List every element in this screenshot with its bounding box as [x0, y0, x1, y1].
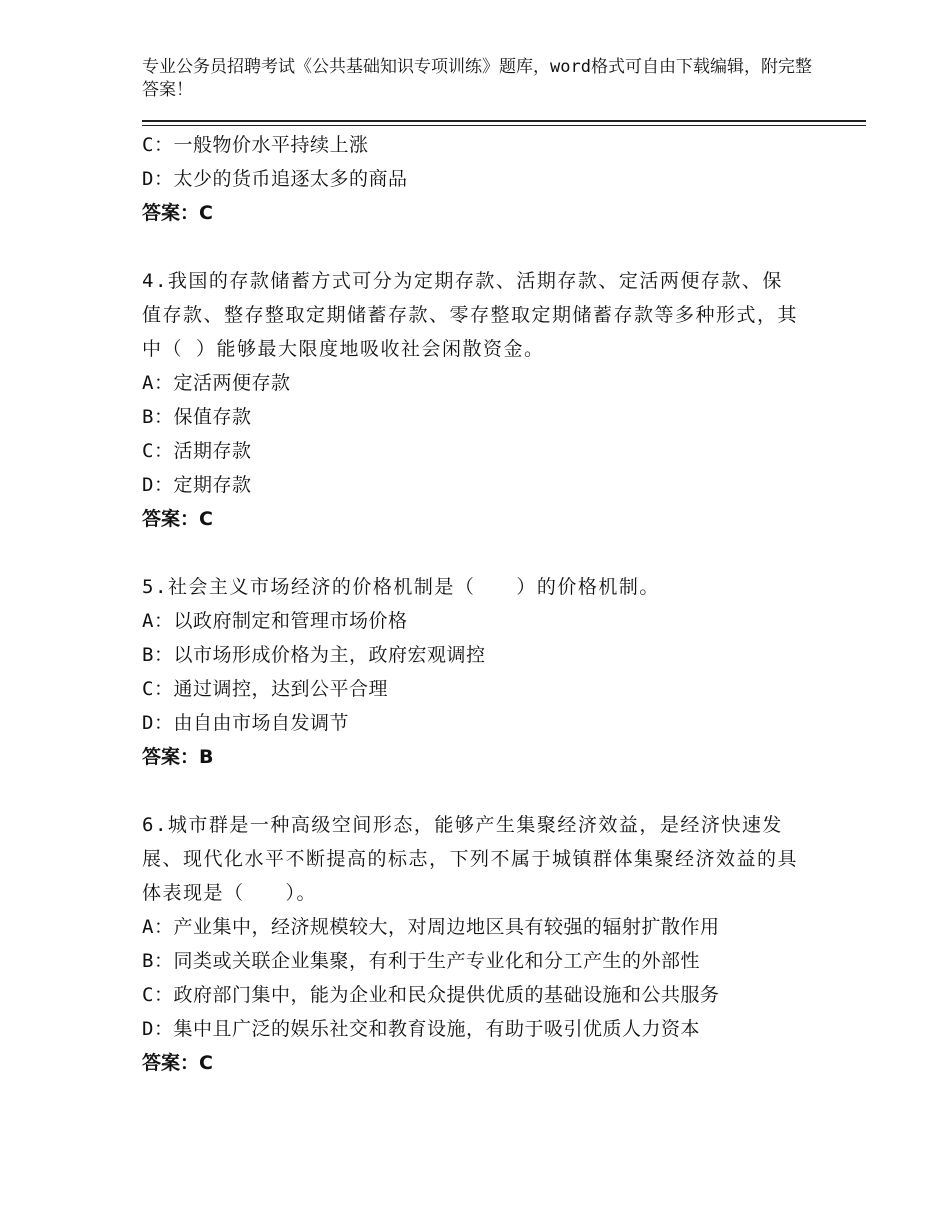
question-5	[142, 570, 822, 774]
header-rule-thin	[142, 125, 866, 126]
question-text: 6.城市群是一种高级空间形态，能够产生集聚经济效益，是经济快速发展、现代化水平不断提高的标志，下列不属于城镇群体集聚经济效益的具体表现是（ ）。	[142, 814, 799, 904]
option-d: D：太少的货币追逐太多的商品	[142, 168, 408, 190]
question-list	[142, 128, 822, 1080]
option-d: D：由自由市场自发调节	[142, 712, 349, 734]
previous-question-tail	[142, 128, 822, 230]
question-text: 4.我国的存款储蓄方式可分为定期存款、活期存款、定活两便存款、保值存款、整存整取定期储蓄存款、零存整取定期储蓄存款等多种形式，其中（ ）能够最大限度地吸收社会闲散资金。	[142, 270, 799, 360]
option-a: A：产业集中，经济规模较大，对周边地区具有较强的辐射扩散作用	[142, 916, 720, 938]
header-rule-thick	[142, 120, 866, 122]
answer: 答案：C	[142, 1052, 213, 1074]
answer: 答案：C	[142, 508, 213, 530]
option-b: B：同类或关联企业集聚，有利于生产专业化和分工产生的外部性	[142, 950, 700, 972]
page-header: 专业公务员招聘考试《公共基础知识专项训练》题库，word格式可自由下载编辑，附完整答案！	[142, 57, 812, 100]
question-6	[142, 808, 822, 1080]
question-text: 5.社会主义市场经济的价格机制是（ ）的价格机制。	[142, 576, 660, 598]
option-d: D：定期存款	[142, 474, 252, 496]
option-d: D：集中且广泛的娱乐社交和教育设施，有助于吸引优质人力资本	[142, 1018, 700, 1040]
option-b: B：保值存款	[142, 406, 252, 428]
option-a: A：以政府制定和管理市场价格	[142, 610, 408, 632]
option-c: C：通过调控，达到公平合理	[142, 678, 388, 700]
option-b: B：以市场形成价格为主，政府宏观调控	[142, 644, 486, 666]
option-c: C：政府部门集中，能为企业和民众提供优质的基础设施和公共服务	[142, 984, 720, 1006]
option-a: A：定活两便存款	[142, 372, 291, 394]
answer: 答案：C	[142, 202, 213, 224]
option-c: C：活期存款	[142, 440, 252, 462]
option-c: C：一般物价水平持续上涨	[142, 134, 369, 156]
answer: 答案：B	[142, 746, 214, 768]
question-4	[142, 264, 822, 536]
